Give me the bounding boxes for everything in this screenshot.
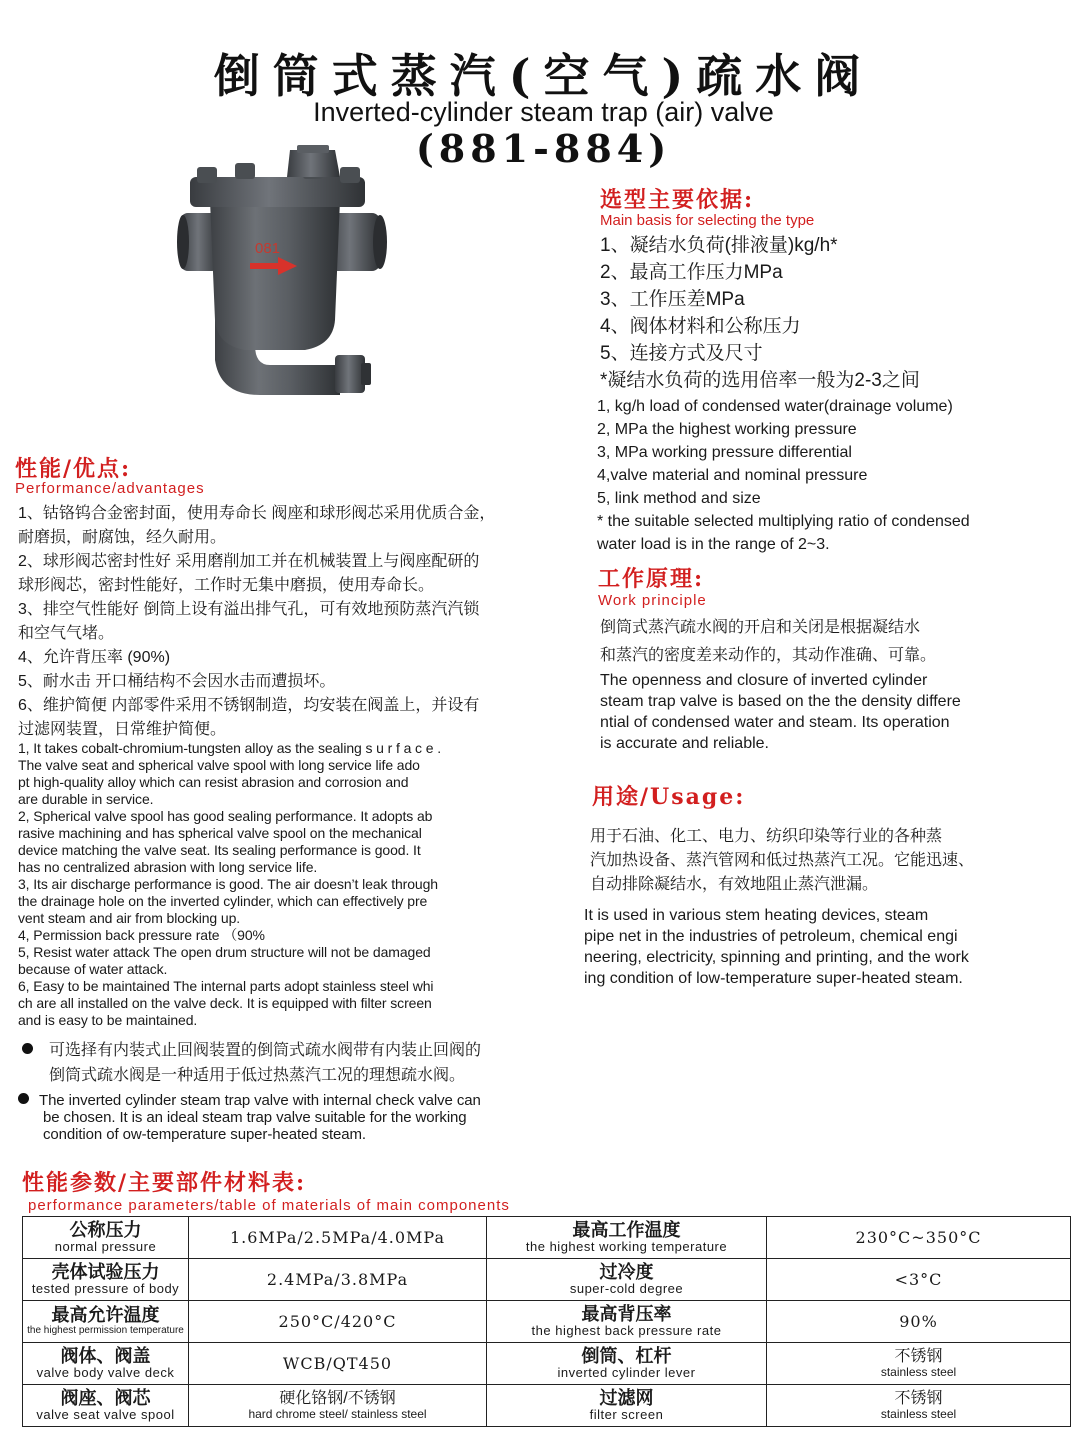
text-line: 用于石油、化工、电力、纺织印染等行业的各种蒸 (590, 828, 943, 845)
param-value-cell (189, 1259, 487, 1301)
param-label-en: the highest permission temperature (27, 1325, 184, 1336)
principle-title-en: Work principle (598, 592, 707, 609)
page-subtitle: Inverted-cylinder steam trap (air) valve (313, 97, 774, 127)
text-line: 过滤网装置，日常维护简便。 (18, 721, 227, 738)
param-value-cell (767, 1301, 1071, 1343)
steam-trap-valve-image (175, 145, 400, 410)
param-value-cell (767, 1217, 1071, 1259)
param-label-cn: 过冷度 (599, 1262, 654, 1282)
table-row (23, 1259, 1071, 1301)
table-row (23, 1343, 1071, 1385)
param-value: 2.4MPa/3.8MPa (266, 1270, 409, 1289)
list-item: water load is in the range of 2~3. (597, 536, 830, 553)
param-value-cell (189, 1343, 487, 1385)
text-line: because of water attack. (18, 961, 168, 977)
performance-title: 性能/优点: (15, 456, 132, 482)
param-value-en: hard chrome steel/ stainless steel (248, 1407, 427, 1421)
text-line: It is used in various stem heating devices, steam (584, 907, 929, 924)
page-title: 倒筒式蒸汽(空气)疏水阀 (213, 49, 874, 103)
param-label-en: normal pressure (54, 1239, 157, 1254)
text-line: 倒筒式疏水阀是一种适用于低过热蒸汽工况的理想疏水阀。 (49, 1067, 466, 1084)
list-item: 5、连接方式及尺寸 (600, 343, 763, 364)
param-label-cell (23, 1301, 189, 1343)
text-line: steam trap valve is based on the the density differe (600, 693, 961, 710)
text-line: has no centralized abrasion with long service life. (18, 859, 318, 875)
param-value: 硬化铬钢/不锈钢 (279, 1390, 396, 1407)
text-line: 和空气气堵。 (18, 625, 115, 642)
param-label-cn: 公称压力 (69, 1220, 142, 1240)
principle-cn (600, 614, 936, 670)
text-line: pipe net in the industries of petroleum, chemical engi (584, 928, 958, 945)
text-line: rasive machining and has spherical valve spool on the mechanical (18, 825, 422, 841)
text-line: 2、球形阀芯密封性好 采用磨削加工并在机械装置上与阀座配研的 (18, 553, 480, 570)
param-value: 250°C/420°C (278, 1312, 397, 1331)
list-item: 2、最高工作压力MPa (600, 262, 783, 283)
table-row (23, 1301, 1071, 1343)
param-value: 1.6MPa/2.5MPa/4.0MPa (229, 1228, 446, 1247)
param-label-cn: 阀体、阀盖 (60, 1346, 151, 1366)
params-title-en: performance parameters/table of materials of main components (28, 1197, 510, 1214)
text-line: ch are all installed on the valve deck. It is equipped with filter screen (18, 995, 432, 1011)
param-value-cell (767, 1385, 1071, 1427)
param-label-en: tested pressure of body (31, 1281, 180, 1296)
param-label-en: valve seat valve spool (36, 1407, 175, 1422)
list-item: 2, MPa the highest working pressure (597, 421, 857, 438)
param-label-cell (23, 1385, 189, 1427)
text-line: The inverted cylinder steam trap valve with internal check valve can (18, 1092, 481, 1109)
param-value-en: stainless steel (880, 1407, 957, 1421)
valve-model-label: 081 (255, 240, 281, 257)
text-line: is accurate and reliable. (600, 735, 769, 752)
param-value-cell (189, 1217, 487, 1259)
text-line: 5、耐水击 开口桶结构不会因水击而遭损坏。 (18, 673, 336, 690)
performance-en (18, 740, 441, 1029)
list-item: 4、阀体材料和公称压力 (600, 316, 801, 337)
text-line: 和蒸汽的密度差来动作的，其动作准确、可靠。 (600, 647, 937, 664)
principle-en (600, 670, 961, 754)
param-label-cell (487, 1217, 767, 1259)
param-value-cell (767, 1343, 1071, 1385)
text-line: condition of ow-temperature super-heated steam. (43, 1126, 366, 1143)
principle-title: 工作原理: (598, 566, 705, 592)
note-en (18, 1092, 481, 1143)
param-label-cn: 最高允许温度 (51, 1305, 160, 1325)
text-line: 1、钴铬钨合金密封面，使用寿命长 阀座和球形阀芯采用优质合金， (18, 505, 496, 522)
param-label-cell (487, 1301, 767, 1343)
list-item: 4,valve material and nominal pressure (597, 467, 868, 484)
param-value: 230°C~350°C (855, 1228, 982, 1247)
text-line: pt high-quality alloy which can resist abrasion and corrosion and (18, 774, 409, 790)
text-line: 4, Permission back pressure rate （90% (18, 927, 265, 943)
text-line: 自动排除凝结水，有效地阻止蒸汽泄漏。 (590, 876, 879, 893)
bullet-icon (22, 1043, 33, 1054)
note-cn (22, 1038, 481, 1088)
text-line: 2, Spherical valve spool has good sealing performance. It adopts ab (18, 808, 433, 824)
param-label-en: valve body valve deck (36, 1365, 175, 1380)
text-line: 耐磨损，耐腐蚀，经久耐用。 (18, 529, 227, 546)
text-line: neering, electricity, spinning and printing, and the work (584, 949, 969, 966)
text-line: 6, Easy to be maintained The internal parts adopt stainless steel whi (18, 978, 434, 994)
list-item: * the suitable selected multiplying ratio of condensed (597, 513, 970, 530)
selection-cn-list (600, 232, 920, 394)
param-label-cell (487, 1385, 767, 1427)
text-line: are durable in service. (18, 791, 154, 807)
text-line: 汽加热设备、蒸汽管网和低过热蒸汽工况。它能迅速、 (590, 852, 975, 869)
text-line: 球形阀芯，密封性能好，工作时无集中磨损，使用寿命长。 (18, 577, 435, 594)
text-line: 1, It takes cobalt-chromium-tungsten alloy as the sealing s u r f a c e . (18, 740, 442, 756)
param-label-cn: 最高工作温度 (572, 1220, 681, 1240)
param-label-cell (487, 1259, 767, 1301)
param-label-cn: 最高背压率 (581, 1304, 672, 1324)
param-label-cell (487, 1343, 767, 1385)
param-label-cn: 壳体试验压力 (51, 1262, 160, 1282)
param-value-cell (767, 1259, 1071, 1301)
param-label-en: super-cold degree (569, 1281, 684, 1296)
param-value-cell (189, 1385, 487, 1427)
param-value: 不锈钢 (894, 1348, 943, 1365)
selection-title: 选型主要依据: (600, 187, 755, 213)
selection-title-en: Main basis for selecting the type (600, 212, 815, 229)
list-item: 1, kg/h load of condensed water(drainage volume) (597, 398, 953, 415)
text-line: 3、排空气性能好 倒筒上设有溢出排气孔，可有效地预防蒸汽汽锁 (18, 601, 480, 618)
list-item: 3、工作压差MPa (600, 289, 745, 310)
text-line: The openness and closure of inverted cylinder (600, 672, 928, 689)
model-number: (881-884) (415, 126, 672, 171)
selection-en-list (597, 395, 970, 556)
text-line: The valve seat and spherical valve spool with long service life ado (18, 757, 420, 773)
usage-title: 用途/Usage: (592, 784, 746, 810)
param-label-cell (23, 1217, 189, 1259)
list-item: *凝结水负荷的选用倍率一般为2-3之间 (600, 370, 920, 391)
param-label-en: the highest working temperature (525, 1239, 728, 1254)
usage-cn (590, 825, 974, 897)
table-row (23, 1217, 1071, 1259)
text-line: 倒筒式蒸汽疏水阀的开启和关闭是根据凝结水 (600, 619, 921, 636)
param-value-en: stainless steel (880, 1365, 957, 1379)
list-item: 5, link method and size (597, 490, 761, 507)
list-item: 1、凝结水负荷(排液量)kg/h* (600, 235, 838, 256)
param-label-cell (23, 1259, 189, 1301)
param-label-cn: 过滤网 (599, 1388, 654, 1408)
list-item: 3, MPa working pressure differential (597, 444, 852, 461)
text-line: vent steam and air from blocking up. (18, 910, 241, 926)
param-label-en: filter screen (589, 1407, 664, 1422)
param-label-cn: 阀座、阀芯 (60, 1388, 151, 1408)
param-value-cell (189, 1301, 487, 1343)
params-title: 性能参数/主要部件材料表: (22, 1170, 307, 1196)
param-label-en: the highest back pressure rate (531, 1323, 722, 1338)
param-value: 不锈钢 (894, 1390, 943, 1407)
param-label-cn: 倒筒、杠杆 (581, 1346, 672, 1366)
param-label-cell (23, 1343, 189, 1385)
table-row (23, 1385, 1071, 1427)
text-line: 5, Resist water attack The open drum structure will not be damaged (18, 944, 431, 960)
text-line: 6、维护简便 内部零件采用不锈钢制造，均安装在阀盖上，并设有 (18, 697, 480, 714)
text-line: and is easy to be maintained. (18, 1012, 198, 1028)
performance-cn (18, 502, 495, 742)
usage-en (584, 905, 969, 989)
text-line: 可选择有内装式止回阀装置的倒筒式疏水阀带有内装止回阀的 (22, 1038, 481, 1063)
performance-title-en: Performance/advantages (15, 480, 205, 497)
text-line: the drainage hole on the inverted cylinder, which can effectively pre (18, 893, 428, 909)
params-table (22, 1216, 1071, 1427)
text-line: ntial of condensed water and steam. Its operation (600, 714, 950, 731)
param-value: <3°C (894, 1270, 943, 1289)
bullet-icon (18, 1093, 29, 1104)
text-line: ing condition of low-temperature super-heated steam. (584, 970, 963, 987)
text-line: 4、允许背压率 (90%) (18, 649, 171, 666)
text-line: 3, Its air discharge performance is good. The air doesn’t leak through (18, 876, 438, 892)
text-line: be chosen. It is an ideal steam trap valve suitable for the working (43, 1109, 467, 1126)
param-label-en: inverted cylinder lever (557, 1365, 696, 1380)
param-value: 90% (899, 1312, 938, 1331)
param-value: WCB/QT450 (282, 1354, 393, 1373)
text-line: device matching the valve seat. Its sealing performance is good. It (18, 842, 421, 858)
